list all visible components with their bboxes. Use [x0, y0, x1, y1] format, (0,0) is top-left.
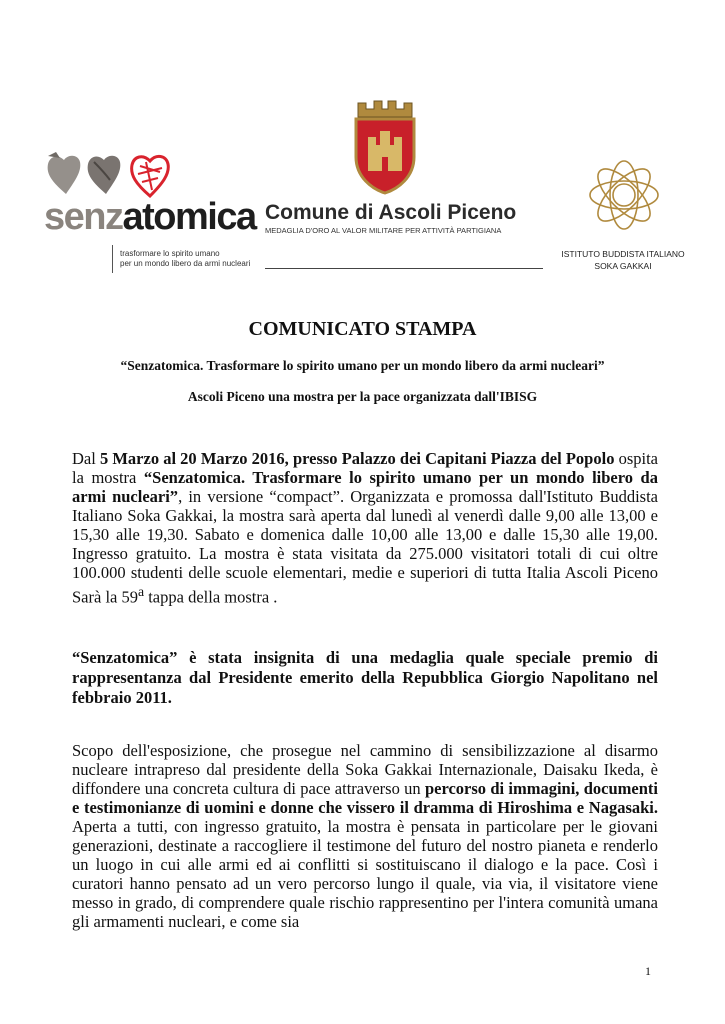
- wordmark-grey: senz: [44, 196, 123, 238]
- lotus-knot-icon: [586, 150, 662, 240]
- text: Dal: [72, 449, 100, 468]
- comune-logo: [265, 97, 555, 272]
- paragraph-medal: “Senzatomica” è stata insignita di una medaglia quale speciale premio di rappresentanza dal Presidente emerito della Repubblica Giorgio Napolitano nel febbraio 2011.: [72, 648, 658, 707]
- comune-subtitle: MEDAGLIA D'ORO AL VALOR MILITARE PER ATTIVITÀ PARTIGIANA: [265, 226, 502, 235]
- hearts-icon: [44, 150, 189, 198]
- senzatomica-tagline-2: per un mondo libero da armi nucleari: [120, 259, 251, 268]
- paragraph-event-details: [72, 449, 658, 607]
- paragraph-purpose: [72, 741, 658, 931]
- senzatomica-logo: [44, 150, 256, 275]
- text: Aperta a tutti, con ingresso gratuito, la mostra è pensata in particolare per le giovani generazioni, destinate a raccogliere il testimone del futuro del nostro pianeta e renderlo un luogo in cui alle armi ed ai conflitti si sostituiscano il dialogo e la pace. Così i curatori hanno pensato ad un vero percorso lungo il quale, via via, il visitatore viene messo in grado, di comprendere quale rischio rappresentino per l'intera comunità umana gli armamenti nucleari, e come sia: [72, 817, 658, 931]
- ibisg-logo: [548, 150, 698, 275]
- coat-of-arms-icon: [352, 97, 418, 195]
- highlighted-text: percorso di immagini, documenti e testimonianze di uomini e donne che vissero il dramma di Hiroshima e Nagasaki.: [72, 779, 658, 817]
- text: tappa della mostra .: [144, 587, 278, 607]
- ibisg-line-1: ISTITUTO BUDDISTA ITALIANO: [561, 249, 685, 259]
- comune-name: Comune di Ascoli Piceno: [265, 201, 517, 224]
- event-dates-location: 5 Marzo al 20 Marzo 2016, presso Palazzo dei Capitani Piazza del Popolo: [99, 449, 615, 468]
- divider: [112, 245, 113, 273]
- senzatomica-wordmark: [44, 198, 256, 236]
- text: ospita la mostra: [72, 449, 659, 487]
- senzatomica-tagline-1: trasformare lo spirito umano: [120, 249, 220, 258]
- superscript: a: [137, 584, 145, 599]
- document-subtitle-2: Ascoli Piceno una mostra per la pace organizzata dall'IBISG: [187, 389, 538, 404]
- text: , in versione “compact”. Organizzata e promossa dall'Istituto Buddista Italiano Soka Gakkai, la mostra sarà aperta dal lunedì al venerdì dalle 9,00 alle 13,00 e 15,30 alle 19,30. Sabato e domenica dalle 10,00 alle 13,00 e dalle 15,30 alle 19,00. Ingresso gratuito. La mostra è stata visitata da 275.000 visitatori totali di cui oltre 100.000 studenti delle scuole elementari, medie e superiori di tutta Italia Ascoli Piceno Sarà la 59: [72, 487, 658, 607]
- page-number: 1: [645, 964, 651, 978]
- text: Scopo dell'esposizione, che prosegue nel cammino di sensibilizzazione al disarmo nucleare intrapreso dal presidente della Soka Gakkai Internazionale, Daisaku Ikeda, è diffondere una concreta cultura di pace attraverso un: [72, 741, 658, 798]
- document-subtitle: “Senzatomica. Trasformare lo spirito umano per un mondo libero da armi nucleari”: [120, 358, 605, 373]
- document-title: COMUNICATO STAMPA: [248, 318, 477, 340]
- header-rule: [265, 268, 543, 269]
- wordmark-dark: atomica: [122, 196, 256, 238]
- ibisg-line-2: SOKA GAKKAI: [594, 261, 652, 271]
- exhibition-title: “Senzatomica. Trasformare lo spirito umano per un mondo libero da armi nucleari”: [72, 468, 658, 506]
